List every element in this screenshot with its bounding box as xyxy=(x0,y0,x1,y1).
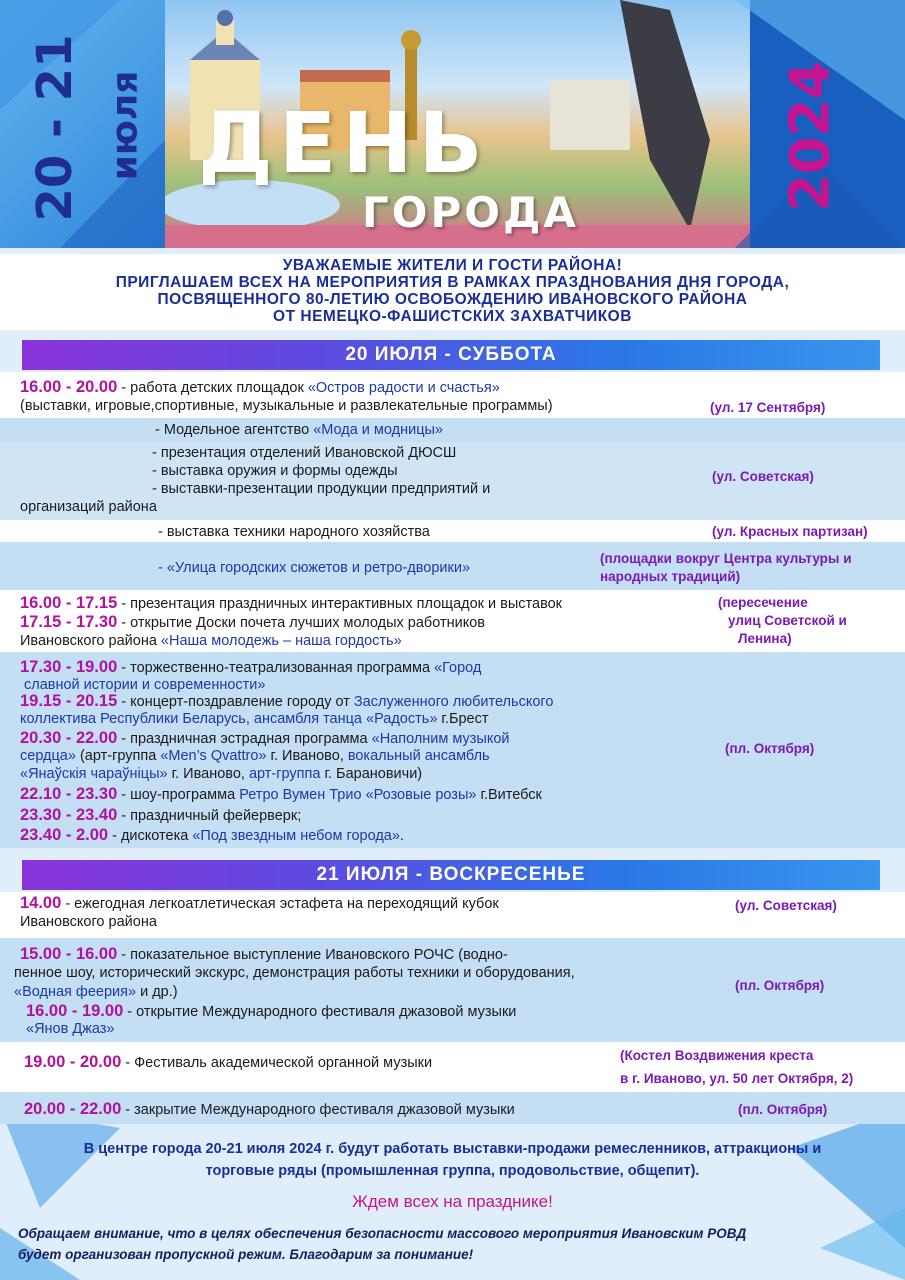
footer-note xyxy=(18,1223,898,1265)
highlight: «Водная феерия» xyxy=(14,984,137,1000)
day1-item3a: - презентация отделений Ивановской ДЮСШ xyxy=(152,445,457,461)
day1-item1-sub: (выставки, игровые,спортивные, музыкальные и развлекательные программы) xyxy=(20,398,553,414)
time: 23.30 - 23.40 xyxy=(20,806,118,824)
text: - открытие Международного фестиваля джазовой музыки xyxy=(123,1004,517,1020)
time: 22.10 - 23.30 xyxy=(20,785,118,803)
day1-item2 xyxy=(155,421,443,439)
day2-item5-location: (пл. Октября) xyxy=(738,1102,828,1117)
day1-item9 xyxy=(20,692,553,711)
day1-item12 xyxy=(20,806,301,825)
day1-item67-location3: Ленина) xyxy=(738,631,792,646)
text: . xyxy=(399,828,404,844)
highlight: вокальный ансамбль xyxy=(347,748,490,764)
day1-item5-location2: народных традиций) xyxy=(600,569,741,584)
text: - Фестиваль академической органной музыки xyxy=(121,1055,433,1071)
highlight: арт-группа xyxy=(248,766,321,782)
day1-item3c: - выставки-презентации продукции предприятий и xyxy=(152,481,491,497)
intro-line1: УВАЖАЕМЫЕ ЖИТЕЛИ И ГОСТИ РАЙОНА! xyxy=(282,257,623,274)
text: - презентация праздничных интерактивных площадок и выставок xyxy=(117,596,563,612)
day2-item4 xyxy=(24,1053,432,1072)
day1-item1 xyxy=(20,378,500,397)
text: - Модельное агентство xyxy=(155,422,314,438)
text: - открытие Доски почета лучших молодых работников xyxy=(117,615,485,631)
time: 17.30 - 19.00 xyxy=(20,658,118,676)
time: 19.15 - 20.15 xyxy=(20,692,118,710)
highlight: коллектива Республики Беларусь, ансамбля танца «Радость» xyxy=(20,711,438,727)
intro-line3: ПОСВЯЩЕННОГО 80-ЛЕТИЮ ОСВОБОЖДЕНИЮ ИВАНОВСКОГО РАЙОНА xyxy=(157,291,748,308)
day1-item67-location1: (пересечение xyxy=(718,595,808,610)
title-line2: ГОРОДА xyxy=(362,188,579,237)
date-month-block xyxy=(95,55,155,195)
day1-item10 xyxy=(20,729,510,748)
day1-item3-location: (ул. Советская) xyxy=(712,469,814,484)
day1-item4: - выставка техники народного хозяйства xyxy=(158,524,430,540)
time: 14.00 xyxy=(20,894,62,912)
year: 2024 xyxy=(778,61,842,212)
intro-line4: ОТ НЕМЕЦКО-ФАШИСТСКИХ ЗАХВАТЧИКОВ xyxy=(273,308,632,325)
day2-item1-sub: Ивановского района xyxy=(20,914,157,930)
footer-info-line1: В центре города 20-21 июля 2024 г. будут работать выставки-продажи ремесленников, аттракционы и xyxy=(83,1141,822,1157)
day1-item3b: - выставка оружия и формы одежды xyxy=(152,463,398,479)
time: 16.00 - 20.00 xyxy=(20,378,118,396)
day2-item2 xyxy=(20,945,508,964)
text: г. Барановичи) xyxy=(320,766,423,782)
day2-item5 xyxy=(24,1100,515,1119)
footer-note-line1: Обращаем внимание, что в целях обеспечения безопасности массового мероприятия Ивановским РОВД xyxy=(18,1226,747,1241)
header-banner xyxy=(0,0,905,248)
day1-item8 xyxy=(20,658,481,677)
day1-item5: - «Улица городских сюжетов и ретро-дворики» xyxy=(158,560,471,576)
text: - праздничная эстрадная программа xyxy=(117,731,372,747)
day2-title: 21 ИЮЛЯ - ВОСКРЕСЕНЬЕ xyxy=(22,860,880,890)
date-month: июля xyxy=(104,70,146,181)
text: Ивановского района xyxy=(20,633,161,649)
day1-item13 xyxy=(20,826,404,845)
day1-item1-location: (ул. 17 Сентября) xyxy=(710,400,826,415)
day2-item2-sub: пенное шоу, исторический экскурс, демонстрация работы техники и оборудования, xyxy=(14,965,575,981)
time: 16.00 - 19.00 xyxy=(26,1002,124,1020)
day1-item4-location: (ул. Красных партизан) xyxy=(712,524,868,539)
text: г.Брест xyxy=(437,711,489,727)
text: г.Витебск xyxy=(476,787,542,803)
text: г. Иваново, xyxy=(167,766,249,782)
text: - показательное выступление Ивановского РОЧС (водно- xyxy=(117,947,508,963)
date-range: 20 - 21 xyxy=(27,34,83,222)
text: г. Иваново, xyxy=(266,748,348,764)
text: - торжественно-театрализованная программа xyxy=(117,660,435,676)
day1-item7-sub xyxy=(20,632,402,650)
time: 15.00 - 16.00 xyxy=(20,945,118,963)
text: - работа детских площадок xyxy=(117,380,308,396)
highlight: «Men’s Qvattro» xyxy=(160,748,267,764)
day2-item2-location: (пл. Октября) xyxy=(735,978,825,993)
highlight: «Янаўскія чараўніцы» xyxy=(20,766,168,782)
year-block xyxy=(760,30,860,230)
footer-info-line2: торговые ряды (промышленная группа, продовольствие, общепит). xyxy=(205,1163,700,1179)
day1-item7 xyxy=(20,613,485,632)
text: (арт-группа xyxy=(75,748,161,764)
day2-item4-location1: (Костел Воздвижения креста xyxy=(620,1048,814,1063)
day2-item1-location: (ул. Советская) xyxy=(735,898,837,913)
day2-item3 xyxy=(26,1002,516,1021)
highlight: «Остров радости и счастья» xyxy=(307,380,500,396)
text: - концерт-поздравление городу от xyxy=(117,694,354,710)
day2-item3-sub: «Янов Джаз» xyxy=(26,1021,115,1037)
footer-info xyxy=(10,1138,895,1182)
intro-line2: ПРИГЛАШАЕМ ВСЕХ НА МЕРОПРИЯТИЯ В РАМКАХ ПРАЗДНОВАНИЯ ДНЯ ГОРОДА, xyxy=(115,274,790,291)
day1-item5-location1: (площадки вокруг Центра культуры и xyxy=(600,551,852,566)
footer-welcome: Ждем всех на празднике! xyxy=(352,1192,553,1211)
day1-title: 20 ИЮЛЯ - СУББОТА xyxy=(22,340,880,370)
time: 20.00 - 22.00 xyxy=(24,1100,122,1118)
day2-item2-sub2 xyxy=(14,983,178,1001)
text: - шоу-программа xyxy=(117,787,240,803)
time: 20.30 - 22.00 xyxy=(20,729,118,747)
time: 16.00 - 17.15 xyxy=(20,594,118,612)
text: - праздничный фейерверк; xyxy=(117,808,302,824)
footer-note-line2: будет организован пропускной режим. Благодарим за понимание! xyxy=(18,1247,474,1262)
day1-item67-location2: улиц Советской и xyxy=(728,613,847,628)
title-line1: ДЕНЬ xyxy=(198,94,489,192)
day1-item8-location: (пл. Октября) xyxy=(725,741,815,756)
day2-item4-location2: в г. Иваново, ул. 50 лет Октября, 2) xyxy=(620,1071,854,1086)
highlight: «Наполним музыкой xyxy=(371,731,510,747)
date-range-block xyxy=(20,30,90,220)
day1-band-b xyxy=(0,418,905,442)
text: - ежегодная легкоатлетическая эстафета на переходящий кубок xyxy=(61,896,499,912)
day1-item3d: организаций района xyxy=(20,499,157,515)
text: - дискотека xyxy=(108,828,193,844)
highlight: «Мода и модницы» xyxy=(313,422,443,438)
day1-item8-sub: славной истории и современности» xyxy=(24,677,266,693)
day1-item11 xyxy=(20,785,542,804)
highlight: «Наша молодежь – наша гордость» xyxy=(160,633,402,649)
highlight: Заслуженного любительского xyxy=(353,694,554,710)
time: 19.00 - 20.00 xyxy=(24,1053,122,1071)
day1-item10-sub2 xyxy=(20,765,422,783)
time: 17.15 - 17.30 xyxy=(20,613,118,631)
highlight: «Под звездным небом города» xyxy=(192,828,400,844)
intro-panel xyxy=(0,254,905,330)
text: и др.) xyxy=(136,984,178,1000)
day2-item1 xyxy=(20,894,499,913)
highlight: Ретро Вумен Трио «Розовые розы» xyxy=(239,787,477,803)
highlight: сердца» xyxy=(20,748,76,764)
day1-item9-sub xyxy=(20,710,489,728)
text: - закрытие Международного фестиваля джазовой музыки xyxy=(121,1102,515,1118)
highlight: «Город xyxy=(434,660,482,676)
day1-item6 xyxy=(20,594,562,613)
time: 23.40 - 2.00 xyxy=(20,826,109,844)
day1-item10-sub1 xyxy=(20,747,490,765)
